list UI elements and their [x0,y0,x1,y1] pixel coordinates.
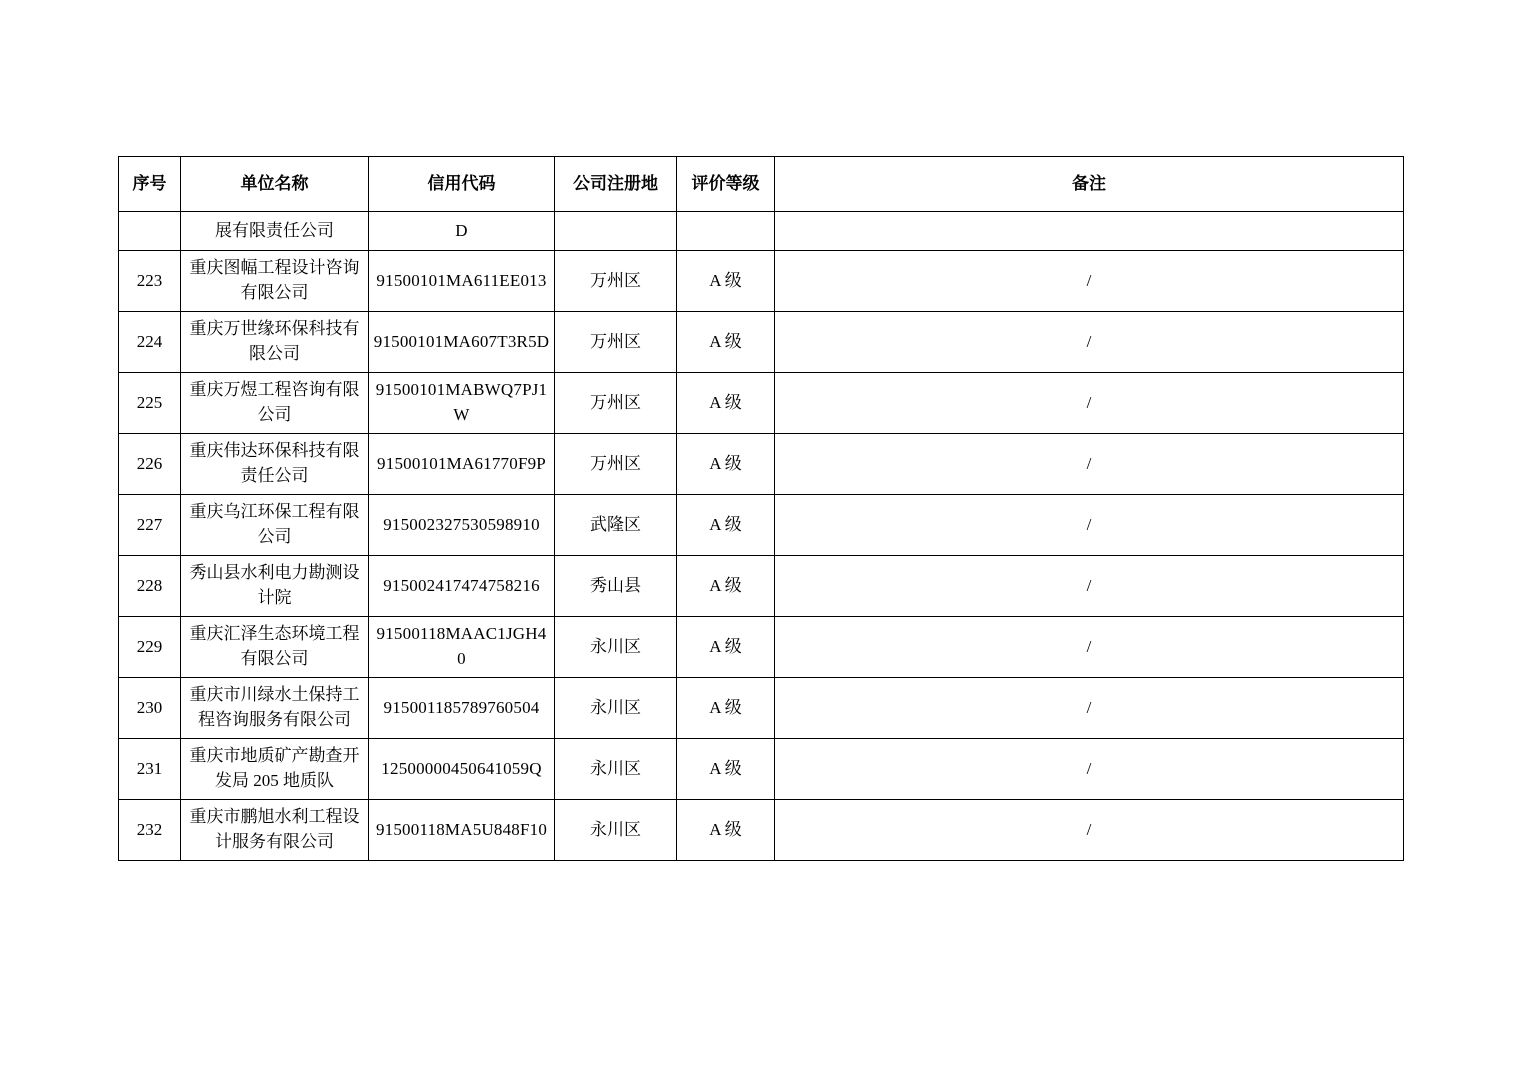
table-header-row [119,157,1404,212]
cell-index: 231 [119,739,181,800]
cell-note: / [775,617,1404,678]
cell-level: A 级 [677,556,775,617]
cell-code: 91500101MABWQ7PJ1W [369,373,555,434]
table-row [119,251,1404,312]
table-header [119,157,1404,212]
cell-code: 915002327530598910 [369,495,555,556]
cell-index: 228 [119,556,181,617]
cell-index: 229 [119,617,181,678]
cell-index: 232 [119,800,181,861]
cell-name: 重庆汇泽生态环境工程有限公司 [181,617,369,678]
cell-name: 重庆伟达环保科技有限责任公司 [181,434,369,495]
cell-region: 万州区 [555,373,677,434]
table-row [119,434,1404,495]
cell-code: 91500101MA607T3R5D [369,312,555,373]
cell-index: 227 [119,495,181,556]
table-row [119,678,1404,739]
cell-level [677,212,775,251]
cell-name: 重庆万煜工程咨询有限公司 [181,373,369,434]
cell-code: 91500101MA611EE013 [369,251,555,312]
cell-region: 永川区 [555,739,677,800]
cell-region: 秀山县 [555,556,677,617]
cell-code: 12500000450641059Q [369,739,555,800]
column-header-name: 单位名称 [181,157,369,212]
column-header-code: 信用代码 [369,157,555,212]
cell-name: 重庆市地质矿产勘查开发局 205 地质队 [181,739,369,800]
cell-level: A 级 [677,251,775,312]
cell-note: / [775,434,1404,495]
cell-note: / [775,739,1404,800]
cell-name: 展有限责任公司 [181,212,369,251]
cell-code: 91500118MA5U848F10 [369,800,555,861]
cell-code: 915001185789760504 [369,678,555,739]
cell-name: 重庆万世缘环保科技有限公司 [181,312,369,373]
cell-index: 223 [119,251,181,312]
company-rating-table [118,156,1404,861]
cell-note: / [775,556,1404,617]
cell-index: 226 [119,434,181,495]
table-row [119,373,1404,434]
cell-name: 重庆市川绿水土保持工程咨询服务有限公司 [181,678,369,739]
cell-code: D [369,212,555,251]
cell-code: 91500118MAAC1JGH40 [369,617,555,678]
column-header-region: 公司注册地 [555,157,677,212]
cell-index: 224 [119,312,181,373]
cell-name: 重庆市鹏旭水利工程设计服务有限公司 [181,800,369,861]
cell-region: 万州区 [555,434,677,495]
cell-code: 915002417474758216 [369,556,555,617]
column-header-level: 评价等级 [677,157,775,212]
table-row [119,800,1404,861]
cell-index: 225 [119,373,181,434]
cell-level: A 级 [677,800,775,861]
cell-level: A 级 [677,434,775,495]
table-row [119,312,1404,373]
table-row [119,556,1404,617]
table-body [119,212,1404,861]
cell-index [119,212,181,251]
cell-name: 重庆图幅工程设计咨询有限公司 [181,251,369,312]
cell-level: A 级 [677,312,775,373]
table-row [119,739,1404,800]
cell-level: A 级 [677,495,775,556]
cell-note [775,212,1404,251]
table-row [119,495,1404,556]
column-header-index: 序号 [119,157,181,212]
cell-note: / [775,495,1404,556]
cell-region: 万州区 [555,251,677,312]
cell-region: 永川区 [555,678,677,739]
cell-note: / [775,800,1404,861]
cell-code: 91500101MA61770F9P [369,434,555,495]
cell-level: A 级 [677,373,775,434]
cell-level: A 级 [677,617,775,678]
cell-region: 武隆区 [555,495,677,556]
cell-note: / [775,678,1404,739]
cell-index: 230 [119,678,181,739]
cell-level: A 级 [677,678,775,739]
table-row [119,212,1404,251]
table-row [119,617,1404,678]
cell-region: 万州区 [555,312,677,373]
cell-region: 永川区 [555,800,677,861]
cell-note: / [775,373,1404,434]
cell-region: 永川区 [555,617,677,678]
column-header-note: 备注 [775,157,1404,212]
cell-region [555,212,677,251]
cell-name: 秀山县水利电力勘测设计院 [181,556,369,617]
cell-name: 重庆乌江环保工程有限公司 [181,495,369,556]
cell-note: / [775,251,1404,312]
cell-level: A 级 [677,739,775,800]
cell-note: / [775,312,1404,373]
